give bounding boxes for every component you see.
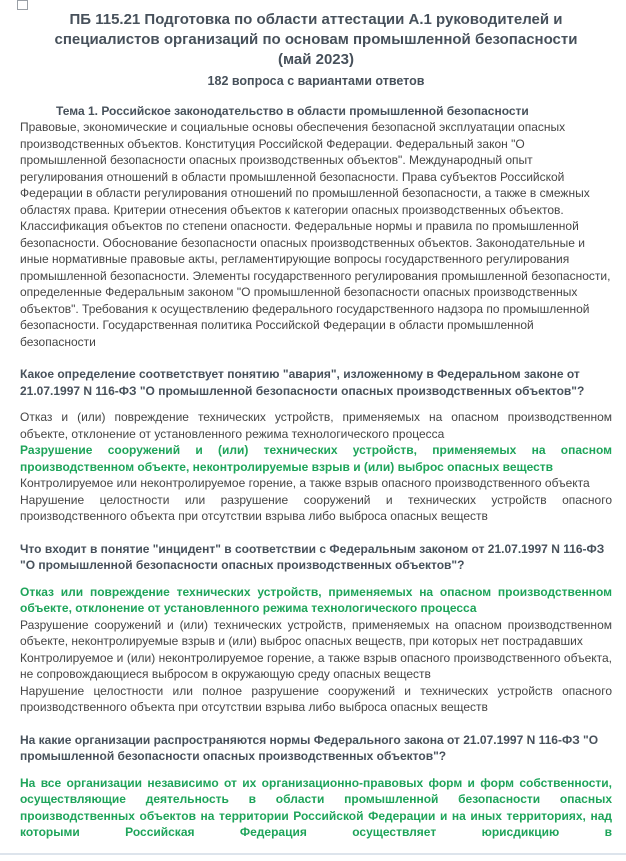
image-placeholder-icon: [17, 0, 28, 10]
answer-option-correct: Отказ или повреждение технических устройств, применяемых на опасном производственном объекте, отклонение от установленного режима технологического процесса: [20, 584, 612, 615]
answer-option: Разрушение сооружений и (или) технических устройств, применяемых на опасном производственном объекте, неконтролируемые взрыв и (или) выброс опасных веществ, при которых нет пострадавших: [20, 617, 612, 648]
page-title: [28, 10, 604, 70]
question-block-1: [20, 366, 612, 525]
question-text: На какие организации распространяются нормы Федерального закона от 21.07.1997 N 116-ФЗ "О промышленной безопасности опасных производственных объектов"?: [20, 732, 599, 763]
page-title-text: ПБ 115.21 Подготовка по области аттестации А.1 руководителей и специалистов организаций по основам промышленной безопасности: [54, 11, 578, 48]
bottom-divider: [0, 853, 626, 855]
answer-list: [20, 775, 612, 841]
question-text: Что входит в понятие "инцидент" в соответствии с Федеральным законом от 21.07.1997 N 116-ФЗ "О промышленной безопасности опасных производственных объектов"?: [20, 541, 605, 572]
answer-option: Контролируемое и (или) неконтролируемое горение, а также взрыв опасного производственного объекта, не сопровождающиеся выбросом в окружающую среду опасных веществ: [20, 650, 612, 681]
question-block-2: [20, 541, 612, 716]
theme-section: [20, 103, 612, 351]
question-block-3: [20, 732, 612, 841]
answer-list: [20, 409, 612, 525]
question-text: Какое определение соответствует понятию "авария", изложенному в Федеральном законе от 21.07.1997 N 116-ФЗ "О промышленной безопасности опасных производственных объектов"?: [20, 367, 585, 398]
answer-option: Контролируемое или неконтролируемое горение, а также взрыв опасного производственного объекта: [20, 476, 590, 490]
answer-option-correct: На все организации независимо от их организационно-правовых форм и форм собственности, осуществляющие деятельность в области промышленной безопасности опасных производственных объектов на территории Российской Федерации и на иных территориях, над которыми Российская Федерация осуществляет юрисдикцию в: [20, 775, 612, 839]
page-title-date: (май 2023): [278, 51, 354, 68]
answer-list: [20, 584, 612, 716]
answer-option: Отказ и (или) повреждение технических устройств, применяемых на опасном производственном объекте, отклонение от установленного режима технологического процесса: [20, 410, 612, 441]
answer-option: Нарушение целостности или разрушение сооружений и технических устройств опасного производственного объекта при отсутствии взрыва либо выброса опасных веществ: [20, 492, 612, 523]
answer-option: Нарушение целостности или полное разрушение сооружений и технических устройств опасного производственного объекта при отсутствии взрыва либо выброса опасных веществ: [20, 683, 612, 714]
question-count: 182 вопроса с вариантами ответов: [207, 74, 425, 88]
answer-option-correct: Разрушение сооружений и (или) технических устройств, применяемых на опасном производственном объекте, неконтролируемые взрыв и (или) выброс опасных веществ: [20, 443, 612, 474]
theme-description: Правовые, экономические и социальные основы обеспечения безопасной эксплуатации опасных производственных объектов. Конституция Российской Федерации. Федеральный закон "О промышленной безопасности опасных производственных объектов". Международный опыт регулирования отношений в области промышленной безопасности. Права субъектов Российской Федерации в области регулирования отношений по промышленной безопасности, а также в смежных областях права. Критерии отнесения объектов к категории опасных производственных объектов. Классификация объектов по степени опасности. Федеральные нормы и правила по промышленной безопасности. Обоснование безопасности опасных производственных объектов. Законодательные и иные нормативные правовые акты, регламентирующие вопросы государственного регулирования промышленной безопасности. Элементы государственного регулирования промышленной безопасности, определенные Федеральным законом "О промышленной безопасности опасных производственных объектов". Требования к осуществлению федерального государственного надзора по промышленной безопасности. Государственная политика Российской Федерации в области промышленной безопасности: [20, 120, 611, 349]
theme-heading: Тема 1. Российское законодательство в области промышленной безопасности: [56, 103, 529, 118]
